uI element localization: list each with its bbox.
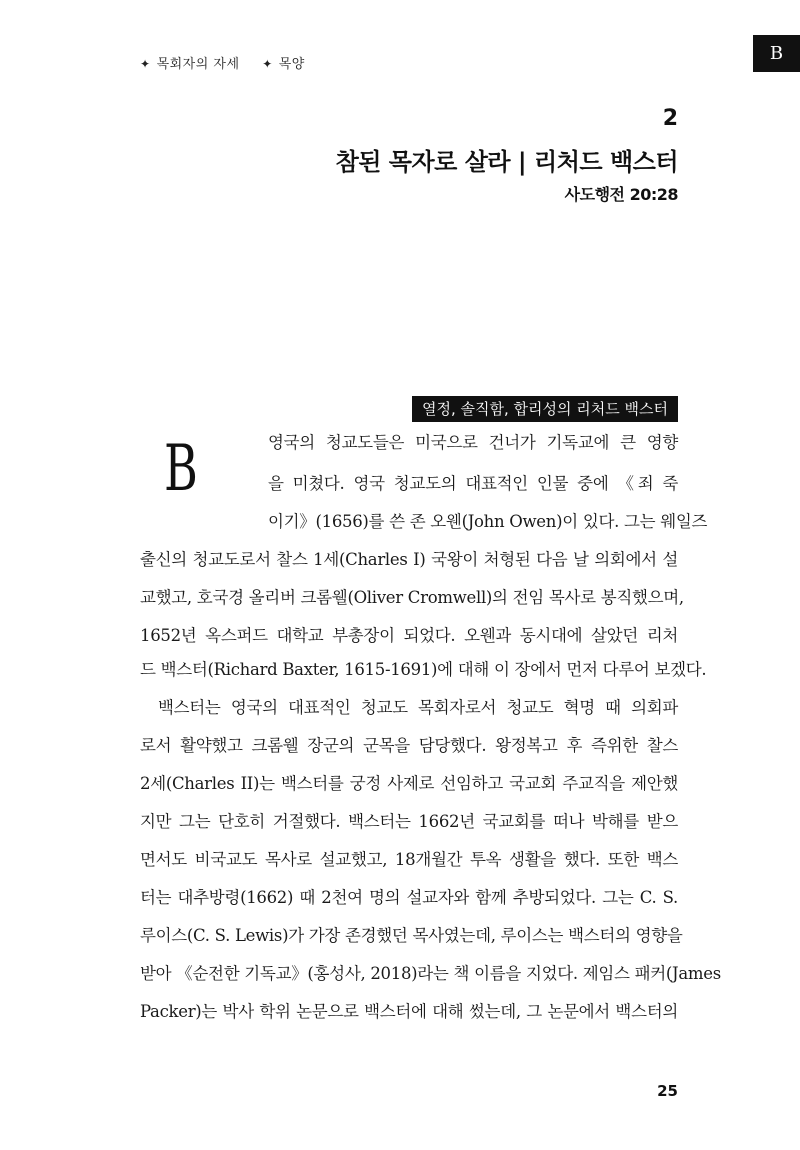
body-line: 출신의 청교도로서 찰스 1세(Charles I) 국왕이 처형된 다음 날 의회에서 설: [140, 550, 678, 569]
header-crumb-posture: 목회자의 자세: [156, 57, 240, 72]
body-line: 로서 활약했고 크롬웰 장군의 군목을 담당했다. 왕정복고 후 즉위한 찰스: [140, 736, 678, 755]
running-header: [140, 53, 323, 72]
body-line: 면서도 비국교도 목사로 설교했고, 18개월간 투옥 생활을 했다. 또한 백스: [140, 850, 678, 869]
body-line: 지만 그는 단호히 거절했다. 백스터는 1662년 국교회를 떠나 박해를 받으: [140, 812, 678, 831]
body-line: 루이스(C. S. Lewis)가 가장 존경했던 목사였는데, 루이스는 백스터의 영향을: [140, 926, 683, 945]
body-line: 영국의 청교도들은 미국으로 건너가 기독교에 큰 영향: [268, 433, 678, 452]
star-icon: ✦: [140, 57, 151, 71]
body-line: 1652년 옥스퍼드 대학교 부총장이 되었다. 오웬과 동시대에 살았던 리처: [140, 626, 678, 645]
body-line: 백스터는 영국의 대표적인 청교도 목회자로서 청교도 혁명 때 의회파: [158, 698, 678, 717]
header-crumb-shepherding: 목양: [278, 57, 305, 72]
body-line: Packer)는 박사 학위 논문으로 백스터에 대해 썼는데, 그 논문에서 백스터의: [140, 1002, 678, 1021]
body-line: 받아 《순전한 기독교》(홍성사, 2018)라는 책 이름을 지었다. 제임스 패커(James: [140, 964, 721, 983]
section-heading: 열정, 솔직함, 합리성의 리처드 백스터: [412, 396, 678, 422]
body-line: 교했고, 호국경 올리버 크롬웰(Oliver Cromwell)의 전임 목사로 봉직했으며,: [140, 588, 684, 607]
body-line: 이기》(1656)를 쓴 존 오웬(John Owen)이 있다. 그는 웨일즈: [268, 512, 708, 531]
chapter-title: 참된 목자로 살라 | 리처드 백스터: [335, 148, 678, 176]
body-line: 을 미쳤다. 영국 청교도의 대표적인 인물 중에 《죄 죽: [268, 474, 678, 493]
scripture-reference: 사도행전 20:28: [564, 185, 678, 204]
body-line: 터는 대추방령(1662) 때 2천여 명의 설교자와 함께 추방되었다. 그는 C. S.: [140, 888, 678, 907]
body-line: 드 백스터(Richard Baxter, 1615-1691)에 대해 이 장에서 먼저 다루어 보겠다.: [140, 660, 707, 679]
body-line: 2세(Charles II)는 백스터를 궁정 사제로 선임하고 국교회 주교직을 제안했: [140, 774, 678, 793]
page-number: 25: [657, 1082, 678, 1100]
drop-cap: B: [164, 432, 198, 506]
chapter-number: 2: [662, 106, 678, 131]
section-tab-marker: B: [753, 35, 800, 72]
star-icon: ✦: [262, 57, 273, 71]
